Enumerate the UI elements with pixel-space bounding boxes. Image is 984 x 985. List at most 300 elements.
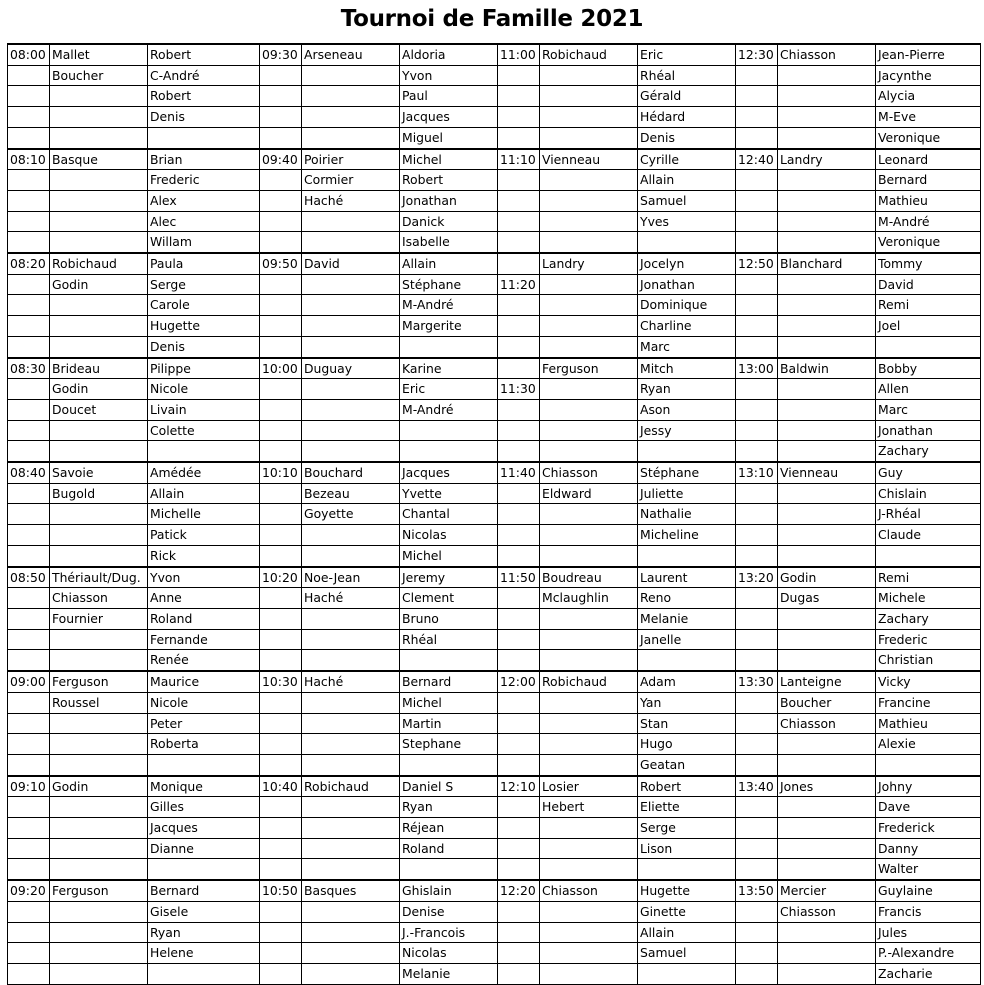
player-cell: Alexie	[876, 734, 981, 755]
player-cell: P.-Alexandre	[876, 943, 981, 964]
player-cell: Hédard	[638, 107, 736, 128]
time-cell	[736, 629, 778, 650]
family-cell: Chiasson	[540, 462, 638, 483]
table-row	[8, 943, 981, 964]
time-cell: 09:30	[260, 44, 302, 65]
time-cell	[8, 963, 50, 984]
family-cell: Godin	[778, 567, 876, 588]
player-cell: Walter	[876, 859, 981, 880]
player-cell: Zachary	[876, 441, 981, 462]
time-cell: 11:10	[498, 149, 540, 170]
family-cell	[302, 399, 400, 420]
family-cell	[778, 818, 876, 839]
time-cell	[498, 65, 540, 86]
player-cell: David	[876, 274, 981, 295]
time-cell: 13:50	[736, 880, 778, 901]
player-cell: Marc	[876, 399, 981, 420]
family-cell	[302, 692, 400, 713]
family-cell	[540, 545, 638, 566]
family-cell: Chiasson	[540, 880, 638, 901]
time-cell	[736, 379, 778, 400]
time-cell: 08:00	[8, 44, 50, 65]
time-cell: 10:00	[260, 358, 302, 379]
player-cell: Brian	[148, 149, 260, 170]
family-cell	[540, 127, 638, 148]
family-cell	[778, 170, 876, 191]
player-cell: Vicky	[876, 671, 981, 692]
time-cell: 10:50	[260, 880, 302, 901]
family-cell	[302, 441, 400, 462]
time-cell: 08:20	[8, 253, 50, 274]
family-cell	[50, 504, 148, 525]
family-cell	[540, 232, 638, 253]
family-cell: Chiasson	[50, 588, 148, 609]
time-cell: 09:40	[260, 149, 302, 170]
time-cell	[498, 838, 540, 859]
player-cell: Denis	[148, 336, 260, 357]
family-cell	[540, 316, 638, 337]
family-cell: Bouchard	[302, 462, 400, 483]
family-cell: Bugold	[50, 483, 148, 504]
player-cell: Robert	[400, 170, 498, 191]
player-cell: Robert	[148, 44, 260, 65]
time-cell	[498, 127, 540, 148]
time-cell: 08:30	[8, 358, 50, 379]
family-cell: Basque	[50, 149, 148, 170]
time-cell	[8, 65, 50, 86]
time-cell	[8, 483, 50, 504]
family-cell: Poirier	[302, 149, 400, 170]
table-row	[8, 629, 981, 650]
family-cell	[540, 379, 638, 400]
player-cell: Paula	[148, 253, 260, 274]
family-cell	[540, 107, 638, 128]
player-cell: Geatan	[638, 754, 736, 775]
player-cell: Maurice	[148, 671, 260, 692]
player-cell: Helene	[148, 943, 260, 964]
time-cell	[260, 650, 302, 671]
player-cell: Ryan	[638, 379, 736, 400]
player-cell: Chislain	[876, 483, 981, 504]
player-cell: Willam	[148, 232, 260, 253]
family-cell: Landry	[540, 253, 638, 274]
player-cell: Stéphane	[400, 274, 498, 295]
family-cell	[778, 629, 876, 650]
family-cell	[778, 754, 876, 775]
time-cell	[736, 504, 778, 525]
family-cell	[50, 859, 148, 880]
family-cell: Vienneau	[540, 149, 638, 170]
player-cell: Stan	[638, 713, 736, 734]
player-cell: Dave	[876, 797, 981, 818]
family-cell	[50, 170, 148, 191]
player-cell: Bruno	[400, 608, 498, 629]
family-cell	[302, 127, 400, 148]
time-cell	[8, 107, 50, 128]
family-cell	[540, 901, 638, 922]
time-cell	[498, 901, 540, 922]
time-cell	[260, 211, 302, 232]
family-cell	[778, 190, 876, 211]
table-row	[8, 358, 981, 379]
player-cell: Fernande	[148, 629, 260, 650]
family-cell	[302, 545, 400, 566]
family-cell	[50, 441, 148, 462]
time-cell	[498, 754, 540, 775]
family-cell	[540, 65, 638, 86]
time-cell	[498, 588, 540, 609]
family-cell: Cormier	[302, 170, 400, 191]
player-cell: Frederic	[148, 170, 260, 191]
time-cell	[498, 818, 540, 839]
family-cell: Fournier	[50, 608, 148, 629]
time-cell: 08:40	[8, 462, 50, 483]
time-cell	[260, 734, 302, 755]
family-cell	[50, 232, 148, 253]
table-row	[8, 253, 981, 274]
family-cell: Mercier	[778, 880, 876, 901]
family-cell	[540, 525, 638, 546]
family-cell	[302, 232, 400, 253]
time-cell	[736, 963, 778, 984]
time-cell	[498, 232, 540, 253]
table-row	[8, 65, 981, 86]
time-cell	[736, 525, 778, 546]
time-cell: 09:20	[8, 880, 50, 901]
time-cell	[260, 420, 302, 441]
time-cell	[8, 692, 50, 713]
time-cell	[736, 692, 778, 713]
time-cell	[498, 483, 540, 504]
table-row	[8, 170, 981, 191]
player-cell	[148, 441, 260, 462]
family-cell	[302, 525, 400, 546]
table-row	[8, 149, 981, 170]
family-cell: Boudreau	[540, 567, 638, 588]
family-cell	[302, 629, 400, 650]
table-row	[8, 818, 981, 839]
player-cell: Jules	[876, 922, 981, 943]
family-cell: Robichaud	[50, 253, 148, 274]
family-cell	[302, 295, 400, 316]
table-row	[8, 336, 981, 357]
table-row	[8, 525, 981, 546]
player-cell: Hugette	[148, 316, 260, 337]
family-cell	[778, 943, 876, 964]
time-cell	[736, 588, 778, 609]
player-cell: Jacques	[400, 107, 498, 128]
family-cell	[778, 274, 876, 295]
table-row	[8, 379, 981, 400]
time-cell: 12:00	[498, 671, 540, 692]
family-cell: Boucher	[778, 692, 876, 713]
schedule-table	[7, 43, 981, 985]
time-cell	[736, 943, 778, 964]
family-cell	[302, 379, 400, 400]
family-cell	[778, 211, 876, 232]
time-cell	[736, 316, 778, 337]
family-cell	[540, 713, 638, 734]
family-cell: Landry	[778, 149, 876, 170]
player-cell: C-André	[148, 65, 260, 86]
player-cell: Jacques	[400, 462, 498, 483]
table-row	[8, 671, 981, 692]
time-cell	[498, 170, 540, 191]
family-cell: Chiasson	[778, 44, 876, 65]
time-cell	[736, 922, 778, 943]
family-cell	[540, 692, 638, 713]
player-cell: Samuel	[638, 190, 736, 211]
player-cell	[638, 545, 736, 566]
player-cell: Charline	[638, 316, 736, 337]
table-row	[8, 608, 981, 629]
player-cell: Allain	[638, 922, 736, 943]
family-cell	[302, 650, 400, 671]
time-cell	[736, 901, 778, 922]
time-cell	[498, 797, 540, 818]
family-cell	[302, 963, 400, 984]
time-cell	[260, 943, 302, 964]
family-cell	[540, 336, 638, 357]
player-cell	[638, 859, 736, 880]
family-cell	[778, 379, 876, 400]
time-cell	[8, 838, 50, 859]
player-cell: Jacynthe	[876, 65, 981, 86]
family-cell	[540, 190, 638, 211]
player-cell: Daniel S	[400, 776, 498, 797]
family-cell	[302, 754, 400, 775]
family-cell	[302, 922, 400, 943]
table-row	[8, 127, 981, 148]
player-cell: Robert	[148, 86, 260, 107]
time-cell	[498, 525, 540, 546]
time-cell	[260, 525, 302, 546]
family-cell	[50, 295, 148, 316]
family-cell	[302, 838, 400, 859]
time-cell	[260, 65, 302, 86]
player-cell: M-Eve	[876, 107, 981, 128]
player-cell: Claude	[876, 525, 981, 546]
player-cell: Remi	[876, 295, 981, 316]
family-cell	[778, 650, 876, 671]
player-cell: Jonathan	[638, 274, 736, 295]
time-cell	[8, 190, 50, 211]
player-cell: Serge	[148, 274, 260, 295]
time-cell	[498, 650, 540, 671]
family-cell	[540, 86, 638, 107]
player-cell: Paul	[400, 86, 498, 107]
family-cell: Duguay	[302, 358, 400, 379]
time-cell	[8, 86, 50, 107]
table-row	[8, 567, 981, 588]
family-cell	[540, 504, 638, 525]
family-cell	[302, 943, 400, 964]
player-cell: Allain	[638, 170, 736, 191]
player-cell: Colette	[148, 420, 260, 441]
table-row	[8, 399, 981, 420]
player-cell: Karine	[400, 358, 498, 379]
time-cell	[8, 734, 50, 755]
family-cell: David	[302, 253, 400, 274]
player-cell: Roland	[148, 608, 260, 629]
family-cell: Dugas	[778, 588, 876, 609]
time-cell	[498, 336, 540, 357]
family-cell	[302, 818, 400, 839]
time-cell	[736, 859, 778, 880]
family-cell	[302, 316, 400, 337]
family-cell: Noe-Jean	[302, 567, 400, 588]
player-cell: Zacharie	[876, 963, 981, 984]
time-cell: 08:10	[8, 149, 50, 170]
player-cell: Gilles	[148, 797, 260, 818]
player-cell: Denise	[400, 901, 498, 922]
time-cell: 09:00	[8, 671, 50, 692]
time-cell	[8, 901, 50, 922]
family-cell	[302, 211, 400, 232]
time-cell: 12:50	[736, 253, 778, 274]
time-cell	[260, 127, 302, 148]
player-cell: Joel	[876, 316, 981, 337]
player-cell	[148, 859, 260, 880]
family-cell: Robichaud	[302, 776, 400, 797]
family-cell: Boucher	[50, 65, 148, 86]
player-cell: Jonathan	[876, 420, 981, 441]
player-cell: Allen	[876, 379, 981, 400]
family-cell	[778, 232, 876, 253]
family-cell	[778, 734, 876, 755]
family-cell	[778, 922, 876, 943]
family-cell	[50, 316, 148, 337]
family-cell	[50, 734, 148, 755]
family-cell	[540, 859, 638, 880]
player-cell: Bernard	[400, 671, 498, 692]
player-cell	[638, 232, 736, 253]
family-cell: Ferguson	[540, 358, 638, 379]
family-cell	[778, 608, 876, 629]
time-cell	[498, 963, 540, 984]
family-cell	[540, 943, 638, 964]
player-cell: Lison	[638, 838, 736, 859]
player-cell: Nicolas	[400, 943, 498, 964]
player-cell: Alec	[148, 211, 260, 232]
player-cell: Eliette	[638, 797, 736, 818]
player-cell: Danick	[400, 211, 498, 232]
player-cell: Adam	[638, 671, 736, 692]
time-cell	[8, 295, 50, 316]
family-cell	[50, 713, 148, 734]
family-cell	[50, 943, 148, 964]
player-cell: Nicolas	[400, 525, 498, 546]
family-cell: Blanchard	[778, 253, 876, 274]
player-cell: Nicole	[148, 379, 260, 400]
time-cell	[736, 211, 778, 232]
time-cell	[8, 629, 50, 650]
time-cell: 13:20	[736, 567, 778, 588]
player-cell: Michel	[400, 149, 498, 170]
player-cell: Stéphane	[638, 462, 736, 483]
player-cell	[876, 336, 981, 357]
table-row	[8, 692, 981, 713]
player-cell: Martin	[400, 713, 498, 734]
family-cell	[540, 399, 638, 420]
family-cell	[540, 295, 638, 316]
time-cell	[736, 107, 778, 128]
time-cell	[8, 127, 50, 148]
time-cell	[8, 608, 50, 629]
player-cell: Monique	[148, 776, 260, 797]
time-cell	[260, 588, 302, 609]
family-cell	[50, 190, 148, 211]
time-cell: 08:50	[8, 567, 50, 588]
time-cell	[8, 211, 50, 232]
family-cell	[540, 170, 638, 191]
time-cell	[8, 797, 50, 818]
family-cell: Baldwin	[778, 358, 876, 379]
player-cell: Bernard	[148, 880, 260, 901]
player-cell: Melanie	[638, 608, 736, 629]
family-cell	[540, 211, 638, 232]
player-cell: Réjean	[400, 818, 498, 839]
player-cell: Miguel	[400, 127, 498, 148]
time-cell: 13:30	[736, 671, 778, 692]
player-cell: Guylaine	[876, 880, 981, 901]
family-cell: Brideau	[50, 358, 148, 379]
player-cell: Pilippe	[148, 358, 260, 379]
player-cell: Aldoria	[400, 44, 498, 65]
player-cell: M-André	[400, 399, 498, 420]
family-cell	[540, 274, 638, 295]
player-cell: Hugo	[638, 734, 736, 755]
time-cell	[8, 504, 50, 525]
family-cell	[50, 336, 148, 357]
time-cell	[736, 838, 778, 859]
player-cell: Dianne	[148, 838, 260, 859]
family-cell	[778, 504, 876, 525]
time-cell	[736, 336, 778, 357]
player-cell: Marc	[638, 336, 736, 357]
family-cell	[778, 525, 876, 546]
player-cell: Carole	[148, 295, 260, 316]
family-cell	[778, 127, 876, 148]
player-cell: Stephane	[400, 734, 498, 755]
table-row	[8, 754, 981, 775]
player-cell: Johny	[876, 776, 981, 797]
player-cell	[876, 545, 981, 566]
player-cell: Leonard	[876, 149, 981, 170]
time-cell	[8, 922, 50, 943]
time-cell	[8, 545, 50, 566]
player-cell: Jocelyn	[638, 253, 736, 274]
player-cell: Michele	[876, 588, 981, 609]
time-cell	[736, 274, 778, 295]
time-cell	[498, 253, 540, 274]
time-cell	[8, 379, 50, 400]
family-cell	[50, 922, 148, 943]
player-cell: Denis	[148, 107, 260, 128]
player-cell: Yvette	[400, 483, 498, 504]
player-cell: Ason	[638, 399, 736, 420]
time-cell	[260, 336, 302, 357]
player-cell: Denis	[638, 127, 736, 148]
player-cell: Gérald	[638, 86, 736, 107]
table-row	[8, 776, 981, 797]
time-cell	[8, 588, 50, 609]
table-row	[8, 901, 981, 922]
family-cell	[50, 127, 148, 148]
time-cell	[736, 734, 778, 755]
table-row	[8, 734, 981, 755]
player-cell: Francis	[876, 901, 981, 922]
